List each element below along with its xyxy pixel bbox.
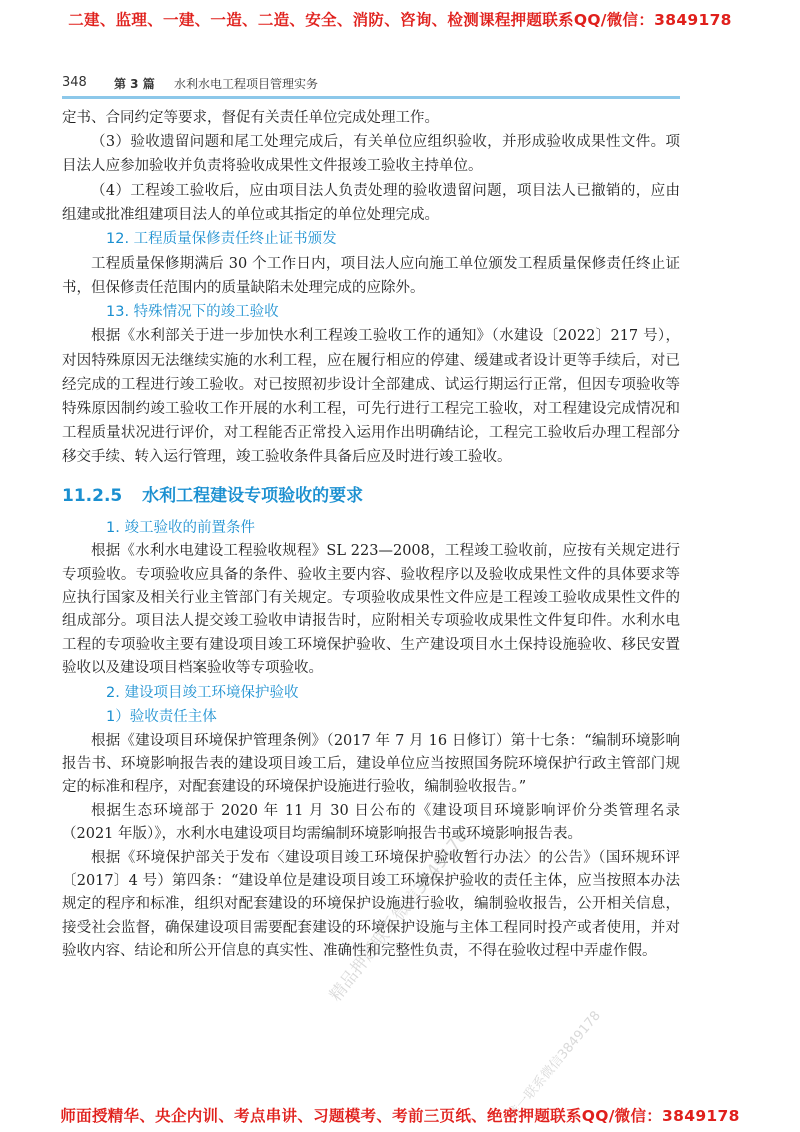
page-body [62,106,680,964]
header-rule [62,96,680,99]
top-promo-banner: 二建、监理、一建、一造、二造、安全、消防、咨询、检测课程押题联系QQ/微信：3849178 [68,11,732,29]
paragraph: （4）工程竣工验收后，应由项目法人负责处理的验收遗留问题，项目法人已撤销的，应由组建或批准组建项目法人的单位或其指定的单位处理完成。 [62,182,680,223]
paragraph: 根据《环境保护部关于发布〈建设项目竣工环境保护验收暂行办法〉的公告》（国环规环评〔2017〕4 号）第四条：“建设单位是建设项目竣工环境保护验收的责任主体，应当按照本办法规定的程序和标准，组织对配套建设的环境保护设施进行验收，编制验收报告，公开相关信息，接受社会监督，确保建设项目需要配套建设的环境保护设施与主体工程同时投产或者使用，并对验收内容、结论和所公开信息的真实性、准确性和完整性负责，不得在验收过程中弄虚作假。 [62,849,680,960]
bottom-promo-banner: 师面授精华、央企内训、考点串讲、习题模考、考前三页纸、绝密押题联系QQ/微信：3849178 [60,1107,740,1125]
section-heading [62,484,680,508]
subheading-special-acceptance: 13. 特殊情况下的竣工验收 [106,303,279,320]
subheading-preconditions: 1. 竣工验收的前置条件 [106,519,255,536]
subheading-responsible-party: 1）验收责任主体 [106,709,217,726]
page-number: 348 [62,75,87,90]
section-title: 水利工程建设专项验收的要求 [142,485,364,506]
running-header [62,72,740,96]
paragraph: 工程质量保修期满后 30 个工作日内，项目法人应向施工单位颁发工程质量保修责任终止证书，但保修责任范围内的质量缺陷未处理完成的应除外。 [62,255,680,296]
paragraph: （3）验收遗留问题和尾工处理完成后，有关单位应组织验收，并形成验收成果性文件。项目法人应参加验收并负责将验收成果性文件报竣工验收主持单位。 [62,134,680,175]
section-number: 11.2.5 [62,485,123,506]
paragraph: 根据《水利水电建设工程验收规程》SL 223—2008，工程竣工验收前，应按有关规定进行专项验收。专项验收应具备的条件、验收主要内容、验收程序以及验收成果性文件的具体要求等应执行国家及相关行业主管部门有关规定。专项验收成果性文件应是工程竣工验收成果性文件的组成部分。项目法人提交竣工验收申请报告时，应附相关专项验收成果性文件复印件。水利水电工程的专项验收主要有建设项目竣工环境保护验收、生产建设项目水土保持设施验收、移民安置验收以及建设项目档案验收等专项验收。 [62,543,680,677]
subheading-environmental-acceptance: 2. 建设项目竣工环境保护验收 [106,684,299,701]
paragraph: 根据生态环境部于 2020 年 11 月 30 日公布的《建设项目环境影响评价分类管理名录（2021 年版）》，水利水电建设项目均需编制环境影响报告书或环境影响报告表。 [62,802,680,843]
part-label: 第 3 篇 [114,77,155,91]
subheading-warranty-certificate: 12. 工程质量保修责任终止证书颁发 [106,231,337,248]
paragraph: 定书、合同约定等要求，督促有关责任单位完成处理工作。 [62,110,439,126]
watermark-text: 唯一联系微信3849178 [505,1008,604,1123]
book-title: 水利水电工程项目管理实务 [174,77,319,91]
watermark-text: 精品押题联系微信3849178 [325,826,473,1006]
paragraph: 根据《水利部关于进一步加快水利工程竣工验收工作的通知》（水建设〔2022〕217 号），对因特殊原因无法继续实施的水利工程，应在履行相应的停建、缓建或者设计更等手续后，对已经完成的工程进行竣工验收。对已按照初步设计全部建成、试运行期运行正常，但因专项验收等特殊原因制约竣工验收工作开展的水利工程，可先行进行工程完工验收，对工程建设完成情况和工程质量状况进行评价，对工程能否正常投入运用作出明确结论，工程完工验收后办理工程部分移交手续、转入运行管理，竣工验收条件具备后应及时进行竣工验收。 [62,328,680,466]
paragraph: 根据《建设项目环境保护管理条例》（2017 年 7 月 16 日修订）第十七条：“编制环境影响报告书、环境影响报告表的建设项目竣工后，建设单位应当按照国务院环境保护行政主管部门规定的标准和程序，对配套建设的环境保护设施进行验收，编制验收报告。” [62,732,680,796]
